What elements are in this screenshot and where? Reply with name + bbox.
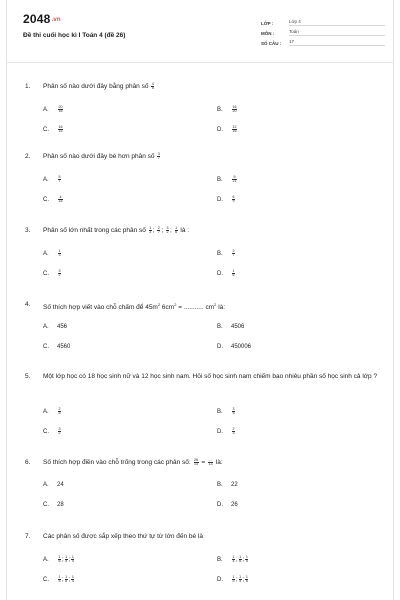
fraction [151,83,154,90]
fraction-numerator: 2 [232,249,235,253]
expression [145,304,216,311]
option-letter: D. [217,126,223,133]
fraction [58,556,61,563]
option-letter: C. [43,502,49,508]
fraction-denominator: 6 [65,579,68,584]
question-number: 6. [25,459,31,466]
fraction [149,227,152,234]
fraction [58,250,61,257]
option-b[interactable] [217,106,238,113]
option-c[interactable] [43,576,75,583]
meta-label-count: SỐ CÂU : [261,41,282,46]
question-text [25,300,381,313]
fraction-numerator: 1 [71,555,74,559]
option-b[interactable] [217,482,238,488]
fraction-denominator: 3 [232,431,235,436]
fraction [58,270,61,277]
question-1 [25,81,381,134]
fraction-numerator: 1 [65,575,68,579]
fraction-numerator: 1 [175,225,178,230]
fraction [65,556,68,563]
question-7 [25,532,381,584]
option-value: 24 [57,482,64,488]
fraction-numerator: 2 [58,407,61,411]
fraction [71,576,74,583]
fraction-numerator: 3 [58,427,61,431]
fraction-numerator: 1 [149,225,152,230]
option-letter: C. [43,270,49,277]
option-letter: A. [43,106,49,113]
option-c[interactable] [43,344,70,350]
fraction-numerator: 3 [232,407,235,411]
fraction [166,227,169,234]
option-letter: A. [43,482,49,488]
question-text [25,532,381,542]
option-a[interactable] [43,250,62,257]
fraction-denominator: 7 [157,155,160,160]
fraction-denominator: 7 [58,179,61,184]
option-letter: A. [43,176,49,183]
fraction [239,556,242,563]
fraction-numerator: 1 [239,575,242,579]
fraction [232,576,235,583]
option-letter: D. [217,502,223,508]
option-letter: B. [217,408,223,415]
fraction-denominator: 16 [58,109,63,114]
fraction-denominator: 16 [232,129,237,134]
option-d[interactable] [217,270,236,277]
meta-row-class [261,16,385,26]
fraction [239,576,242,583]
exam-page [6,0,394,600]
option-letter: D. [217,270,223,277]
fraction-numerator: 1 [58,555,61,559]
meta-row-subject [261,26,385,36]
fraction-denominator: 5 [232,411,235,416]
fraction-numerator: 5 [58,175,61,179]
fraction [232,196,235,203]
option-c[interactable] [43,126,64,133]
fraction [232,556,235,563]
fraction-denominator: 5 [58,411,61,416]
question-number: 5. [25,373,31,380]
fraction-denominator: 5 [245,559,248,564]
question-prompt: Phân số nào dưới đây bằng phân số [43,83,149,90]
question-number: 3. [25,227,31,234]
option-letter: D. [217,196,223,203]
option-c[interactable] [43,428,62,435]
option-a[interactable] [43,482,64,488]
fraction-denominator: 21 [232,179,237,184]
fraction-denominator: 2 [58,273,61,278]
option-letter: A. [43,250,49,257]
question-3 [25,225,381,278]
fraction-numerator: 1 [58,575,61,579]
fraction-denominator: 13 [194,461,199,466]
option-c[interactable] [43,502,64,508]
option-letter: B. [217,250,223,257]
option-letter: D. [217,344,223,350]
fraction [175,227,178,234]
fraction [245,556,248,563]
fraction-numerator: 2 [232,427,235,431]
fraction-denominator: 4 [239,579,242,584]
fraction-numerator: 1 [245,555,248,559]
fraction [194,459,199,466]
meta-value-subject: Toán [289,29,385,36]
option-value: 22 [231,482,238,488]
fraction-numerator: 16 [58,125,63,129]
option-letter: A. [43,556,49,563]
fraction-denominator: 6 [232,273,235,278]
question-suffix: là: [218,304,226,312]
expr-sup: 2 [214,302,217,307]
expr-dots: = ........... cm [178,304,215,312]
fraction-denominator: 5 [65,559,68,564]
option-letter: C. [43,196,49,203]
fraction-list: $\frac{1}{5}$ ; $\frac{1}{6}$ ; $\frac{1}{4}$ [58,575,74,584]
option-letter: B. [217,482,223,488]
fraction [58,576,61,583]
option-letter: B. [217,556,223,563]
fraction [232,126,237,133]
expr-sup: 2 [157,302,161,307]
option-b[interactable] [217,250,236,257]
question-prompt: Số thích hợp viết vào chỗ chấm để [43,304,144,312]
fraction-denominator: 9 [232,199,235,204]
fraction-numerator: 1 [239,555,242,559]
fraction-list: $\frac{1}{5}$ ; $\frac{1}{4}$ ; $\frac{1}{6}$ [232,575,248,584]
fraction [58,408,61,415]
fraction-denominator: 6 [58,559,61,564]
fraction-denominator: 5 [232,579,235,584]
fraction-numerator: 1 [58,249,61,253]
option-value: 4560 [57,344,71,350]
fraction [58,106,63,113]
fraction-denominator: 2 [58,431,61,436]
fraction-numerator: 4 [151,81,154,86]
fraction [232,428,235,435]
site-logo[interactable] [23,12,61,26]
fraction [208,459,213,466]
fraction [232,250,235,257]
question-text: 3. Phân số lớn nhất trong các phân số $\frac{1}{3}$ ; $\frac{2}{7}$ ; $\frac{3}{2}$ ; $\frac{1}{6}$ là : [25,225,190,234]
option-a[interactable] [43,408,62,415]
question-number: 7. [25,533,31,540]
fraction-denominator: 6 [239,559,242,564]
option-value: 450006 [231,344,252,350]
option-letter: B. [217,106,223,113]
fraction [232,176,237,183]
fraction-numerator: 6 [232,195,235,199]
expr-mid: 6cm [161,304,175,312]
option-a[interactable] [43,106,64,113]
logo-main: 2048 [23,12,51,26]
option-d[interactable] [217,502,238,508]
option-letter: D. [217,428,223,435]
fraction-numerator: .... [208,457,213,462]
question-suffix: là : [180,227,190,234]
option-letter: B. [217,324,223,330]
fraction-numerator: 16 [232,105,237,109]
fraction-denominator: 3 [149,229,152,234]
exam-title: Đề thi cuối học kì I Toán 4 (đề 26) [23,32,126,39]
meta-value-class: Lớp 4 [289,19,385,26]
question-4 [25,300,381,350]
fraction-numerator: 1 [232,555,235,559]
question-5 [25,372,381,436]
option-value: 456 [57,324,68,330]
fraction-denominator: 3 [58,253,61,258]
option-letter: C. [43,576,49,583]
fraction-denominator: 20 [232,109,237,114]
fraction-numerator: 3 [58,269,61,273]
fraction-numerator: 3 [166,225,169,230]
fraction-numerator: 3 [157,151,160,156]
fraction [157,153,160,160]
fraction-numerator: 2 [157,225,160,230]
fraction [245,576,248,583]
question-suffix: là: [215,459,223,466]
fraction-list: $\frac{1}{4}$ ; $\frac{1}{6}$ ; $\frac{1}{5}$ [232,555,248,564]
option-letter: D. [217,576,223,583]
fraction-numerator: 9 [233,175,236,179]
question-text: 6. Số thích hợp điền vào chỗ trống trong các phân số: $\frac{26}{13}$ = $\frac{....}{13}$ là: [25,457,223,466]
question-prompt: Số thích hợp điền vào chỗ trống trong các phân số: [43,459,191,466]
question-number: 4. [25,301,31,308]
fraction-denominator: 2 [166,229,169,234]
fraction-denominator: 7 [232,253,235,258]
fraction [58,126,63,133]
question-number: 2. [25,153,31,160]
option-d[interactable] [217,196,236,203]
option-c[interactable] [43,270,62,277]
question-2 [25,151,381,204]
fraction [58,428,61,435]
fraction-numerator: 1 [65,555,68,559]
option-b[interactable] [217,556,249,563]
option-d[interactable] [217,344,251,350]
logo-suffix: .vn [51,16,61,23]
option-letter: C. [43,126,49,133]
fraction-list: $\frac{1}{6}$ ; $\frac{1}{5}$ ; $\frac{1}{4}$ [58,555,74,564]
fraction-denominator: 6 [175,229,178,234]
option-letter: C. [43,428,49,435]
meta-label-subject: MÔN : [261,31,275,36]
option-a[interactable] [43,324,67,330]
fraction [232,408,235,415]
exam-header [7,0,393,63]
option-b[interactable] [217,324,244,330]
option-d[interactable] [217,126,238,133]
option-value: 4506 [231,324,245,330]
expr-sup: 2 [174,302,177,307]
fraction-numerator: 1 [232,269,235,273]
option-value: 28 [57,502,64,508]
fraction-denominator: 15 [58,129,63,134]
option-b[interactable] [217,408,236,415]
fraction [58,196,63,203]
fraction-denominator: 6 [245,579,248,584]
option-letter: B. [217,176,223,183]
fraction [232,270,235,277]
fraction-denominator: 13 [208,461,213,466]
option-letter: A. [43,324,49,330]
option-letter: C. [43,344,49,350]
fraction [58,176,61,183]
question-number: 1. [25,83,31,90]
fraction-denominator: 5 [58,579,61,584]
fraction-denominator: 4 [232,559,235,564]
fraction [232,106,237,113]
option-value: 26 [231,502,238,508]
fraction-denominator: 7 [157,229,160,234]
meta-value-count: 17 [289,39,385,46]
fraction-numerator: 12 [232,125,237,129]
question-prompt: Phân số nào dưới đây bé hơn phân số [43,153,155,160]
question-text [25,82,381,92]
fraction-numerator: 1 [245,575,248,579]
question-prompt: Các phân số được sắp xếp theo thứ tự từ lớn đến bé là [43,533,203,540]
fraction-numerator: 4 [59,195,62,199]
fraction-numerator: 1 [71,575,74,579]
question-6 [25,457,381,508]
option-a[interactable] [43,176,62,183]
question-text [25,152,381,162]
fraction-numerator: 1 [232,575,235,579]
option-b[interactable] [217,176,238,183]
option-d[interactable] [217,428,236,435]
meta-label-class: LỚP : [261,21,274,26]
question-prompt: Một lớp học có 18 học sinh nữ và 12 học sinh nam. Hỏi số học sinh nam chiếm bao nhiêu phần số học sinh cả lớp ? [43,373,378,380]
question-prompt: Phân số lớn nhất trong các phân số [43,227,146,234]
option-a[interactable] [43,556,75,563]
fraction [65,576,68,583]
fraction-denominator: 4 [71,559,74,564]
fraction [157,227,160,234]
fraction-denominator: 5 [151,85,154,90]
exam-meta [261,16,385,46]
option-letter: A. [43,408,49,415]
option-c[interactable] [43,196,64,203]
fraction [71,556,74,563]
fraction-denominator: 15 [58,199,63,204]
fraction-numerator: 20 [58,105,63,109]
expr-left: 45m [145,304,158,312]
meta-row-count [261,36,385,46]
fraction-numerator: 26 [194,457,199,462]
fraction-denominator: 4 [71,579,74,584]
question-text [25,372,381,382]
option-d[interactable] [217,576,249,583]
